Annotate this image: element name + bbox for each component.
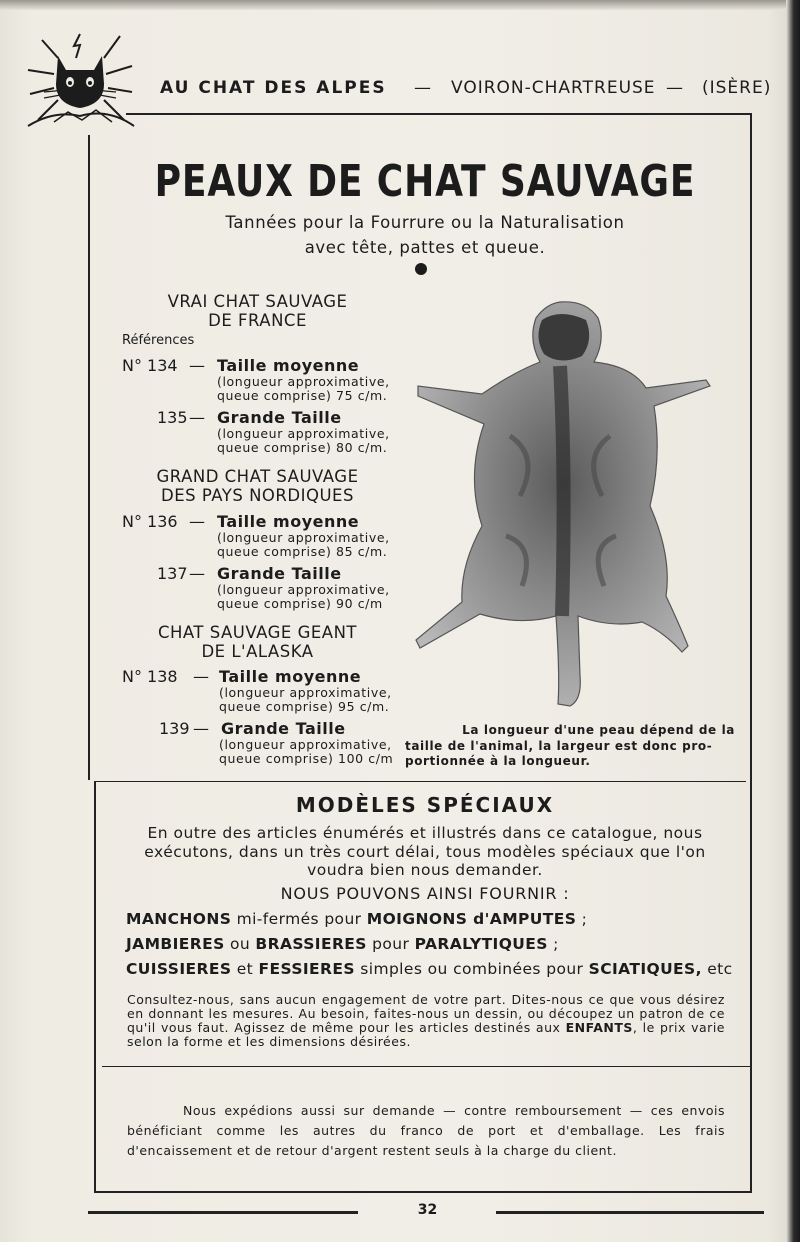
supply-text: et [231,960,259,978]
item-detail [217,583,390,611]
item-detail-line: (longueur approximative, [219,737,392,752]
caption-line: La longueur d'une peau dépend de la [462,723,735,737]
item-detail [217,531,390,559]
page-top-shadow [0,0,800,10]
item-name: Taille moyenne [217,356,360,375]
item-name: Grande Taille [217,408,342,427]
section-divider [96,781,746,782]
image-caption [405,723,735,770]
subtitle-line: Tannées pour la Fourrure ou la Naturalisation [225,213,625,232]
item-detail-line: (longueur approximative, [217,530,390,545]
consult-text: , le prix varie selon la forme et les dimensions désirées. [127,1020,725,1049]
supply-text: mi-fermés pour [231,910,367,928]
item-detail-line: queue comprise) 80 c/m. [217,440,388,455]
item-dash: — [189,356,205,375]
category-name-line: GRAND CHAT SAUVAGE [156,467,359,486]
supply-text: etc [701,960,733,978]
special-models-title: MODÈLES SPÉCIAUX [295,793,555,817]
item-detail-line: (longueur approximative, [217,582,390,597]
consult-text: Consultez-nous, sans aucun engagement de votre part. Dites-nous ce que vous désirez en donnant les mesures. Au besoin, faites-nous un dessin, ou découpez un patron de ce qu'il vous faut. Agissez de même pour les articles destinés aux [127,992,725,1035]
supply-term: FESSIERES [258,960,355,978]
item-detail [217,427,390,455]
item-reference: N° 136 [122,512,178,531]
item-name: Grande Taille [221,719,346,738]
special-models-intro: En outre des articles énumérés et illustrés dans ce catalogue, nous exécutons, dans un très court délai, tous modèles spéciaux que l'on voudra bien nous demander. [144,824,706,879]
supply-term: JAMBIERES [126,935,225,953]
section-divider [102,1066,750,1067]
header-dash: — [414,78,431,98]
supply-text: ou [224,935,256,953]
item-detail-line: queue comprise) 95 c/m. [219,699,390,714]
category-name-line: CHAT SAUVAGE GEANT [157,623,357,642]
category-name-line: VRAI CHAT SAUVAGE [167,292,348,311]
footer-rule-left [88,1211,358,1214]
supply-text: ; [576,910,588,928]
supply-term: BRASSIERES [255,935,367,953]
consult-emphasis: ENFANTS [565,1020,633,1035]
caption-line: taille de l'animal, la largeur est donc pro- [405,738,713,753]
category-heading [130,292,385,330]
category-name-line: DE FRANCE [208,311,307,330]
supply-term: MOIGNONS d'AMPUTES [366,910,577,928]
header-rule [126,113,750,115]
category-heading [130,467,385,505]
supply-line [126,910,587,928]
category-name-line: DE L'ALASKA [201,642,314,661]
item-reference: 139 [159,719,190,738]
item-reference: 137 [157,564,188,583]
header-department: (ISÈRE) [702,78,772,98]
item-reference: N° 134 [122,356,178,375]
footer-rule-right [496,1211,764,1214]
header-dash: — [666,78,683,98]
supply-line [126,960,733,978]
caption-line: portionnée à la longueur. [405,754,591,768]
frame-left-lower [94,781,96,1193]
item-name: Grande Taille [217,564,342,583]
supply-heading: NOUS POUVONS AINSI FOURNIR : [280,884,570,903]
item-dash: — [189,512,205,531]
item-detail-line: (longueur approximative, [217,374,390,389]
frame-right [750,113,752,1193]
supply-term: SCIATIQUES, [588,960,702,978]
book-spine-edge [786,0,800,1242]
brand-name: AU CHAT DES ALPES [160,78,387,98]
wildcat-pelt-image [410,296,720,716]
supply-text: pour [366,935,415,953]
category-name-line: DES PAYS NORDIQUES [161,486,354,505]
supply-text: simples ou combinées pour [354,960,589,978]
category-heading [130,623,385,661]
item-dash: — [189,564,205,583]
consultation-paragraph [127,993,725,1049]
item-dash: — [193,719,209,738]
references-label: Références [122,333,195,348]
item-detail-line: queue comprise) 90 c/m [217,596,383,611]
black-cat-logo-icon [24,28,136,130]
header-city: VOIRON-CHARTREUSE [451,78,656,98]
item-reference: N° 138 [122,667,178,686]
item-reference: 135 [157,408,188,427]
item-detail-line: queue comprise) 75 c/m. [217,388,388,403]
item-detail [219,686,392,714]
page-title: PEAUX DE CHAT SAUVAGE [154,156,696,207]
supply-term: PARALYTIQUES [414,935,548,953]
item-name: Taille moyenne [217,512,360,531]
subtitle-line: avec tête, pattes et queue. [304,238,546,257]
item-name: Taille moyenne [219,667,362,686]
item-detail [219,738,393,766]
supply-text: ; [547,935,559,953]
item-detail-line: queue comprise) 100 c/m [219,751,394,766]
item-detail-line: (longueur approximative, [217,426,390,441]
supply-term: MANCHONS [126,910,232,928]
bullet-dot [415,263,427,275]
shipping-paragraph: Nous expédions aussi sur demande — contre remboursement — ces envois bénéficiant comme les autres du franco de port et d'emballage. Les frais d'encaissement et de retour d'argent restent seuls à la charge du client. [127,1103,725,1158]
item-detail-line: (longueur approximative, [219,685,392,700]
item-dash: — [193,667,209,686]
item-detail [217,375,390,403]
item-detail-line: queue comprise) 85 c/m. [217,544,388,559]
page-number: 32 [417,1202,438,1218]
supply-term: CUISSIERES [126,960,232,978]
supply-line [126,935,559,953]
item-dash: — [189,408,205,427]
frame-bottom [94,1191,752,1193]
